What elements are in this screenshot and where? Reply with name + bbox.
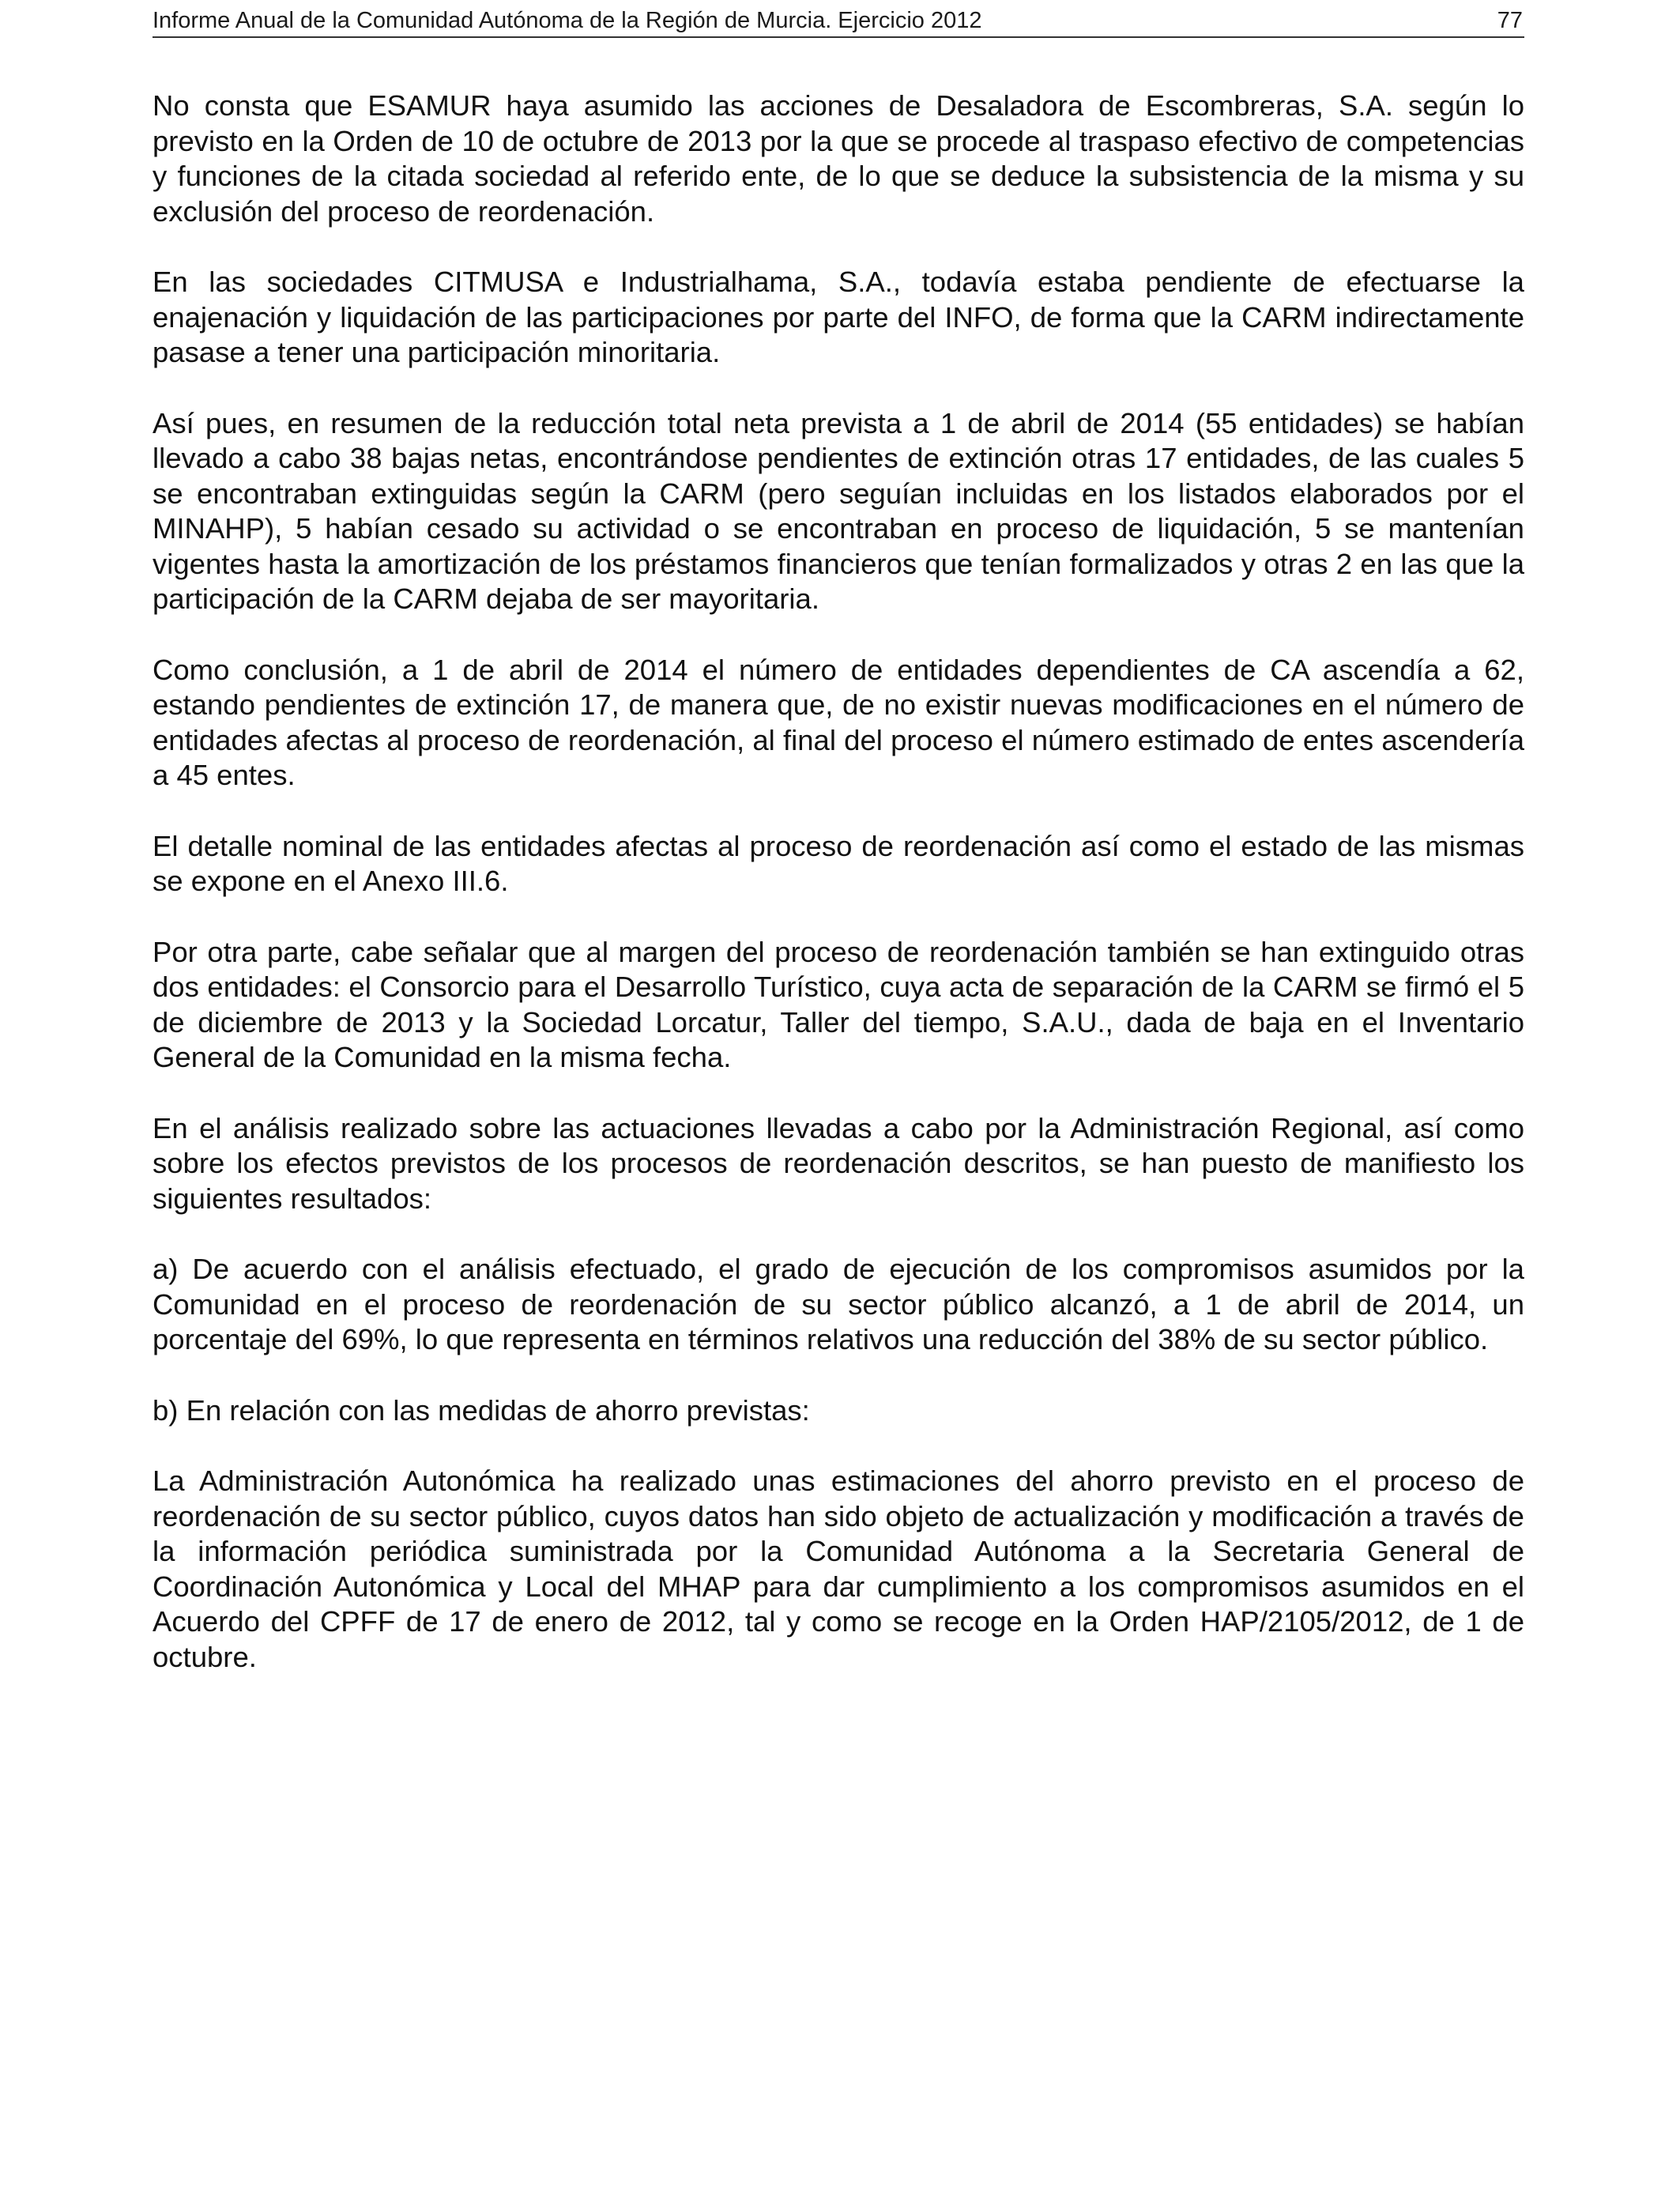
page-number: 77 bbox=[1497, 8, 1523, 33]
paragraph-net-reduction-summary: Así pues, en resumen de la reducción total neta prevista a 1 de abril de 2014 (55 entidades) se habían llevado a cabo 38 bajas netas, encontrándose pendientes de extinción otras 17 entidades, de las cuales 5 se encontraban extinguidas según la CARM (pero seguían incluidas en los listados elaborados por el MINAHP), 5 habían cesado su actividad o se encontraban en proceso de liquidación, 5 se mantenían vigentes hasta la amortización de los préstamos financieros que tenían formalizados y otras 2 en las que la participación de la CARM dejaba de ser mayoritaria. bbox=[153, 406, 1524, 615]
paragraph-result-b: b) En relación con las medidas de ahorro previstas: bbox=[153, 1393, 810, 1427]
paragraph-analysis-intro: En el análisis realizado sobre las actuaciones llevadas a cabo por la Administración Regional, así como sobre los efectos previstos de los procesos de reordenación descritos, se han puesto de manifiesto los siguientes resultados: bbox=[153, 1111, 1524, 1215]
paragraph-savings-estimates: La Administración Autonómica ha realizado unas estimaciones del ahorro previsto en el proceso de reordenación de su sector público, cuyos datos han sido objeto de actualización y modificación a través de la información periódica suministrada por la Comunidad Autónoma a la Secretaria General de Coordinación Autonómica y Local del MHAP para dar cumplimiento a los compromisos asumidos en el Acuerdo del CPFF de 17 de enero de 2012, tal y como se recoge en la Orden HAP/2105/2012, de 1 de octubre. bbox=[153, 1465, 1524, 1673]
paragraph-conclusion: Como conclusión, a 1 de abril de 2014 el número de entidades dependientes de CA ascendía a 62, estando pendientes de extinción 17, de manera que, de no existir nuevas modificaciones en el número de entidades afectas al proceso de reordenación, al final del proceso el número estimado de entes ascendería a 45 entes. bbox=[153, 653, 1524, 791]
paragraph-citmusa: En las sociedades CITMUSA e Industrialhama, S.A., todavía estaba pendiente de efectuarse la enajenación y liquidación de las participaciones por parte del INFO, de forma que la CARM indirectamente pasase a tener una participación minoritaria. bbox=[153, 266, 1524, 368]
running-header bbox=[153, 8, 1524, 38]
paragraph-annex-reference: El detalle nominal de las entidades afectas al proceso de reordenación así como el estado de las mismas se expone en el Anexo III.6. bbox=[153, 829, 1524, 897]
document-body bbox=[153, 89, 1524, 1710]
header-title: Informe Anual de la Comunidad Autónoma de la Región de Murcia. Ejercicio 2012 bbox=[153, 8, 982, 33]
paragraph-other-extinctions: Por otra parte, cabe señalar que al margen del proceso de reordenación también se han extinguido otras dos entidades: el Consorcio para el Desarrollo Turístico, cuya acta de separación de la CARM se firmó el 5 de diciembre de 2013 y la Sociedad Lorcatur, Taller del tiempo, S.A.U., dada de baja en el Inventario General de la Comunidad en la misma fecha. bbox=[153, 935, 1524, 1073]
paragraph-esamur: No consta que ESAMUR haya asumido las acciones de Desaladora de Escombreras, S.A. según lo previsto en la Orden de 10 de octubre de 2013 por la que se procede al traspaso efectivo de competencias y funciones de la citada sociedad al referido ente, de lo que se deduce la subsistencia de la misma y su exclusión del proceso de reordenación. bbox=[153, 89, 1524, 228]
paragraph-result-a: a) De acuerdo con el análisis efectuado, el grado de ejecución de los compromisos asumidos por la Comunidad en el proceso de reordenación de su sector público alcanzó, a 1 de abril de 2014, un porcentaje del 69%, lo que representa en términos relativos una reducción del 38% de su sector público. bbox=[153, 1253, 1524, 1355]
